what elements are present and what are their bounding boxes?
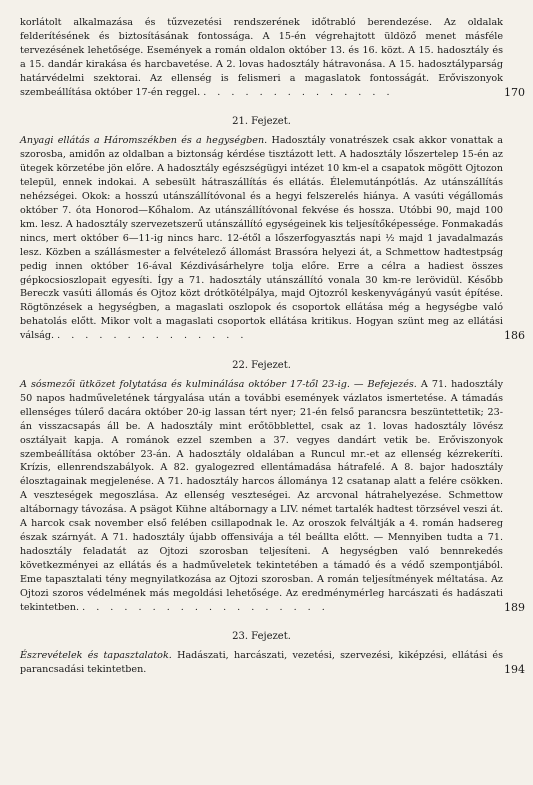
section-23-heading: 23. Fejezet.: [232, 631, 291, 643]
section-22-text: A 71. hadosztály 50 napos hadműveletének tárgyalása után a további események vázlatos ismertetése. A támadás ellenséges túlerő dacára október 20-ig lassan tért nyer; 21-én felső parancsra beszüntettetik; 23-án visszacsapás áll be. A hadosztály mint erőtöbblettel, csak az 1. lovas hadosztály lövész osztályait kapja. A románok ezzel szemben a 37. vegyes dandárt vetik be. Erőviszonyok szembeállítása október 23-án. A hadosztály oldalában a Runcul mr.-et az ellenség kézrekeríti. Krízis, ellenrendszabályok. A 82. gyalogezred ellentámadása hátrafelé. A 8. bajor hadosztály élosztagainak megjelenése. A 71. hadosztály harcos állománya 12 csatanap alatt a felére csökken. A veszteségek megoszlása. Az ellenség veszteségei. Az arcvonal hátrahelyezése. Schmettow altábornagy távozása. A psägot Kühne altábornagy a LIV. német tartalék hadtest törzsével veszi át. A harcok csak november első felében csillapodnak le. Az oroszok felváltják a 4. román hadsereg észak szárnyát. A 71. hadosztály újabb offensivája a tél beállta előtt. — Mennyiben tudta a 71. hadosztály feladatát az Ojtozi szorosban teljesíteni. A hegységben való bennrekedés következményei az ellátás és a hadműveletek tekintetében a támadó és a védő szempontjából. Eme tapasztalati tény megnyilatkozása az Ojtozi szorosban. A román teljesítmények méltatása. Az Ojtozi szoros védelmének más megoldási lehetősége. Az eredménymérleg harcászati és hadászati tekintetben.: [20, 379, 503, 613]
section-23-text: Hadászati, harcászati, vezetési, szervezési, kiképzési, ellátási és parancsadási tekintetben.: [20, 650, 504, 676]
section-21-entry: [20, 134, 525, 343]
leader-dots: . . . . . . . . . . . . . .: [57, 330, 248, 342]
section-23-entry: [20, 649, 525, 677]
leader-dots: . . . . . . . . . . . . . .: [203, 86, 394, 98]
section-22-page-number: 189: [504, 600, 525, 614]
section-21-heading: 21. Fejezet.: [232, 116, 291, 128]
section-21-title: Anyagi ellátás a Háromszékben és a hegységben.: [20, 135, 268, 147]
section-21-text: Hadosztály vonatrészek csak akkor vonattak a szorosba, amidőn az oldalban a biztonság kérdése tisztázott lett. A hadosztály lőszertelep 15-én az ütegek körzetébe jön előre. A hadosztály egészségügyi intézet 10 km-el a csapatok mögött Ojtozon települ, ennek indokai. A sebesült hátraszállítás és ellátás. Élelemutánpótlás. Az utánszállítás nehézségei. Okok: a hosszú utánszállítóvonal és a hegyi felszerelés hiánya. A vasúti végállomás október 7. óta Honorod—Kőhalom. Az utánszállítóvonal fekvése és hossza. Utóbbi 90, majd 100 km. lesz. A hadosztály szervezetszerű utánszállító egységeinek kis teljesítőképessége. Fonmakadás nincs, mert október 6—11-ig nincs harc. 12-étől a lőszerfogyasztás napi ½ majd 1 javadalmazás lesz. Közben a szállásmester a felvételező állomást Brassóra helyezi át, a Schmettow hadtestpság pedig innen október 16-ával Kézdivásárhelyre tolja előre. Erre a célra a hadiest összes gépkocsioszlopait egyesíti. Így a 71. hadosztály utánszállító vonala 30 km-re lerövidül. Később Bereczk vasúti állomás és Ojtoz közt drótkötélpálya, majd Ojtozról keskenyvágányú vasút építése. Rögtönzések a hegységben, a magaslati oszlopok és csoportok ellátása még a hegységbe való behatolás előtt. Mikor volt a magaslati csoportok ellátása kritikus. Hogyan szünt meg az ellátási válság.: [20, 135, 503, 342]
section-20-page-number: 170: [504, 85, 525, 99]
section-20-entry: [20, 16, 525, 99]
section-20-text: korlátolt alkalmazása és tűzvezetési rendszerének időtrabló berendezése. Az oldalak felderítésének és biztosításának fontossága. A 15-én végrehajtott üldöző menet másféle tervezésének lehetősége. Események a román oldalon október 13. és 16. közt. A 15. hadosztály és a 15. dandár kirakása és harcbavetése. A 2. lovas hadosztály hátravonása. A 15. hadosztályparság határvédelmi szektorai. Az ellenség is felismeri a magaslatok fontosságát. Erőviszonyok szembeállítása október 17-én reggel.: [20, 17, 503, 98]
section-22-title: A sósmezői ütközet folytatása és kulminálása október 17-től 23-ig. — Befejezés.: [20, 379, 417, 391]
leader-dots: . . . . . . . . . . . . . . . . . .: [82, 601, 329, 613]
section-21-page-number: 186: [504, 329, 525, 343]
section-23-title: Észrevételek és tapasztalatok.: [20, 650, 172, 662]
section-22-entry: [20, 378, 525, 614]
section-22-heading: 22. Fejezet.: [232, 360, 291, 372]
section-23-page-number: 194: [504, 663, 525, 677]
